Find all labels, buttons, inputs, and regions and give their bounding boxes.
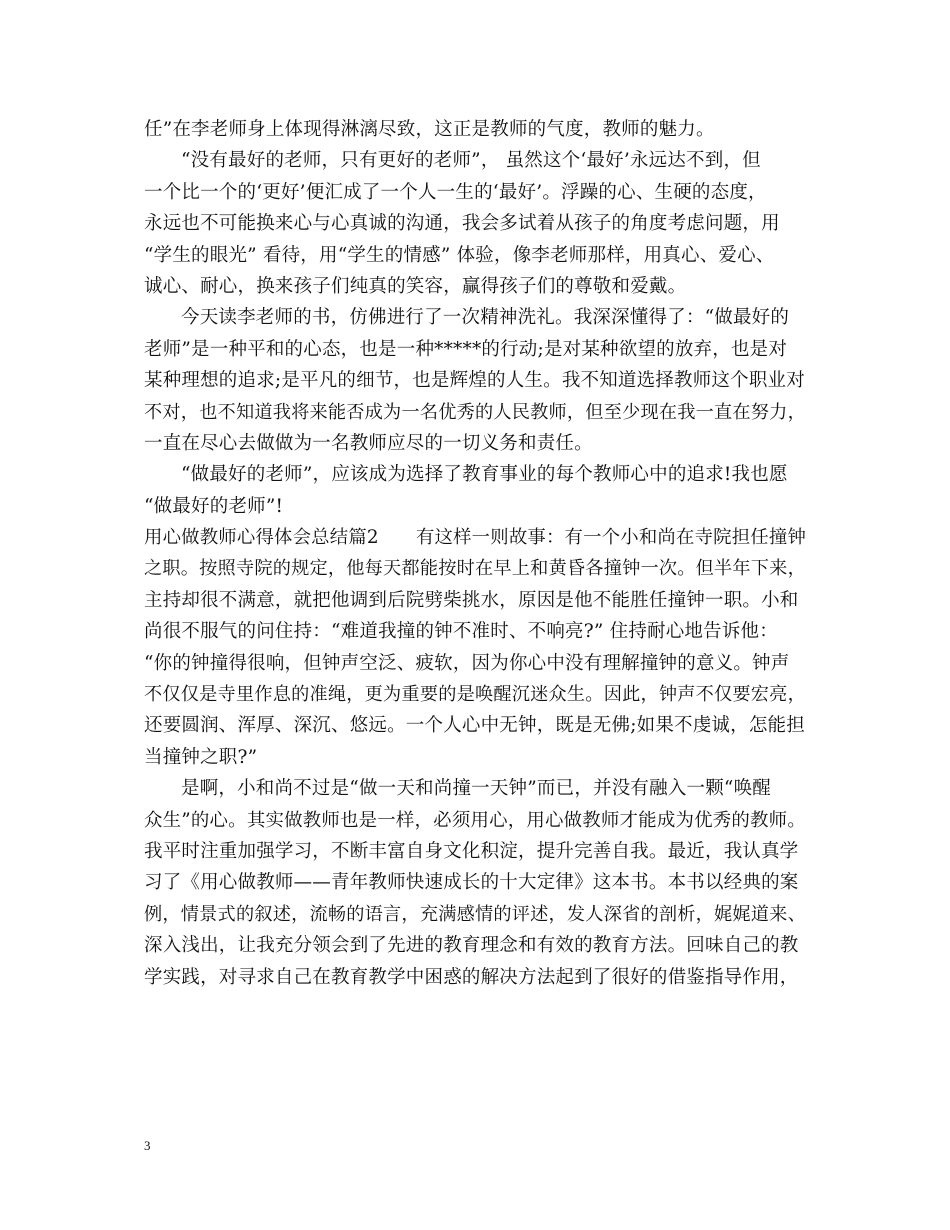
text-line: “没有最好的老师，只有更好的老师”， 虽然这个‘最好’永远达不到，但 bbox=[181, 150, 761, 172]
text-line: 是啊，小和尚不过是“做一天和尚撞一天钟”而已，并没有融入一颗“唤醒 bbox=[181, 778, 771, 800]
text-line: 不仅仅是寺里作息的准绳，更为重要的是唤醒沉迷众生。因此，钟声不仅要宏亮， bbox=[144, 684, 806, 706]
text-line: 我平时注重加强学习，不断丰富自身文化积淀，提升完善自我。最近，我认真学 bbox=[144, 840, 799, 862]
text-line: 深入浅出，让我充分领会到了先进的教育理念和有效的教育方法。回味自己的教 bbox=[144, 935, 799, 957]
text-line: 主持却很不满意，就把他调到后院劈柴挑水，原因是他不能胜任撞钟一职。小和 bbox=[144, 589, 799, 611]
text-line: 一个比一个的‘更好’便汇成了一个人一生的‘最好’。浮躁的心、生硬的态度， bbox=[144, 181, 767, 203]
text-line: 当撞钟之职?” bbox=[144, 746, 258, 768]
text-line: 诚心、耐心，换来孩子们纯真的笑容，赢得孩子们的尊敬和爱戴。 bbox=[144, 275, 687, 297]
text-line: “做最好的老师”，应该成为选择了教育事业的每个教师心中的追求!我也愿 bbox=[181, 464, 788, 486]
text-line: 例，情景式的叙述，流畅的语言，充满感情的评述，发人深省的剖析，娓娓道来、 bbox=[144, 903, 806, 925]
text-line: 习了《用心做教师——青年教师快速成长的十大定律》这本书。本书以经典的案 bbox=[144, 872, 799, 894]
text-line: “学生的眼光” 看待，用“学生的情感” 体验，像李老师那样，用真心、爱心、 bbox=[144, 244, 775, 266]
text-line: “做最好的老师”! bbox=[144, 495, 284, 517]
text-line: 老师”是一种平和的心态，也是一种*****的行动;是对某种欲望的放弃，也是对 bbox=[144, 338, 788, 360]
text-line: 用心做教师心得体会总结篇2 有这样一则故事：有一个小和尚在寺院担任撞钟 bbox=[144, 527, 807, 549]
text-line: “你的钟撞得很响，但钟声空泛、疲软，因为你心中没有理解撞钟的意义。钟声 bbox=[144, 652, 790, 674]
text-line: 一直在尽心去做做为一名教师应尽的一切义务和责任。 bbox=[144, 432, 593, 454]
text-line: 永远也不可能换来心与心真诚的沟通，我会多试着从孩子的角度考虑问题，用 bbox=[144, 213, 780, 235]
text-line: 还要圆润、浑厚、深沉、悠远。一个人心中无钟，既是无佛;如果不虔诚，怎能担 bbox=[144, 715, 805, 737]
text-line: 尚很不服气的问住持：“难道我撞的钟不准时、不响亮?” 住持耐心地告诉他： bbox=[144, 621, 778, 643]
text-line: 某种理想的追求;是平凡的细节，也是辉煌的人生。我不知道选择教师这个职业对 bbox=[144, 370, 805, 392]
text-line: 不对，也不知道我将来能否成为一名优秀的人民教师，但至少现在我一直在努力， bbox=[144, 401, 806, 423]
text-line: 今天读李老师的书，仿佛进行了一次精神洗礼。我深深懂得了：“做最好的 bbox=[181, 307, 790, 329]
text-line: 众生”的心。其实做教师也是一样，必须用心，用心做教师才能成为优秀的教师。 bbox=[144, 809, 806, 831]
text-line: 任”在李老师身上体现得淋漓尽致，这正是教师的气度，教师的魅力。 bbox=[144, 119, 715, 140]
page-number: 3 bbox=[144, 1138, 151, 1153]
text-line: 之职。按照寺院的规定，他每天都能按时在早上和黄昏各撞钟一次。但半年下来， bbox=[144, 558, 806, 580]
text-line: 学实践，对寻求自己在教育教学中困惑的解决方法起到了很好的借鉴指导作用， bbox=[144, 966, 799, 988]
document-body bbox=[144, 114, 806, 993]
